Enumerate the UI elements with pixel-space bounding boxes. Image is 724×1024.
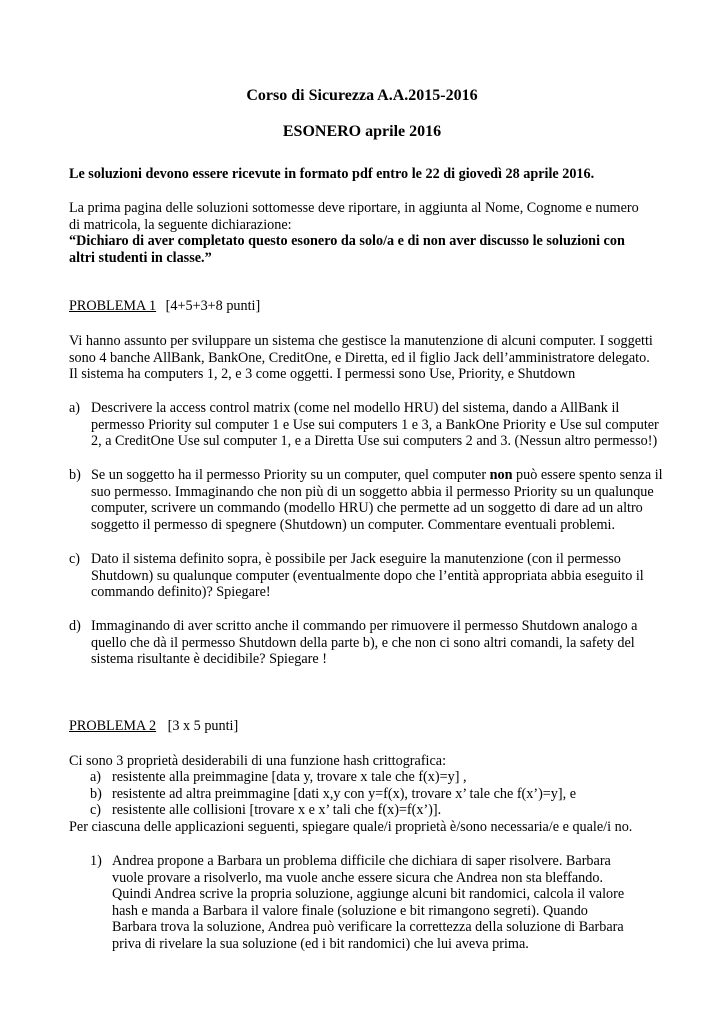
first-page-line: La prima pagina delle soluzioni sottomesse deve riportare, in aggiunta al Nome, Cognome e numero <box>69 200 639 216</box>
item-text <box>91 400 691 450</box>
property-text: resistente alla preimmagine [data y, trovare x tale che f(x)=y] , <box>112 769 467 785</box>
item-text-part: può essere spento senza il <box>512 467 663 483</box>
item-line: computer, scrivere un commando (modello HRU) che permette ad un soggetto di dare ad un altro <box>91 500 643 517</box>
problem2-question: Per ciascuna delle applicazioni seguenti, spiegare quale/i proprietà è/sono necessaria/e e quale/i no. <box>69 819 633 835</box>
emphasis-text: non <box>489 467 513 483</box>
property-text: resistente ad altra preimmagine [dati x,y con y=f(x), trovare x’ tale che f(x’)=y], e <box>112 786 577 802</box>
declaration-line: “Dichiaro di aver completato questo esonero da solo/a e di non aver discusso le soluzioni con <box>69 233 625 250</box>
property-label: b) <box>90 786 102 802</box>
item-line: Dato il sistema definito sopra, è possibile per Jack eseguire la manutenzione (con il permesso <box>91 551 621 567</box>
problem1-points: [4+5+3+8 punti] <box>165 298 261 314</box>
problem1-intro-line: sono 4 banche AllBank, BankOne, CreditOne, e Diretta, ed il figlio Jack dell’amministratore delegato. <box>69 349 650 366</box>
item-label: c) <box>69 551 81 567</box>
item-line <box>91 467 691 484</box>
deadline-notice: Le soluzioni devono essere ricevute in formato pdf entro le 22 di giovedì 28 aprile 2016. <box>69 166 595 182</box>
application-text <box>112 853 672 953</box>
item-text <box>91 551 691 601</box>
application-line: vuole provare a risolverlo, ma vuole anche essere sicura che Andrea non sta bleffando. <box>112 869 603 886</box>
item-text <box>91 467 691 533</box>
item-line: 2, a CreditOne Use sul computer 1, e a Diretta Use sui computers 2 and 3. (Nessun altro permesso!) <box>91 433 658 450</box>
problem1-intro-line: Vi hanno assunto per sviluppare un sistema che gestisce la manutenzione di alcuni computer. I soggetti <box>69 333 653 349</box>
application-line: Barbara trova la soluzione, Andrea può verificare la correttezza della soluzione di Barbara <box>112 919 624 936</box>
problem1-intro <box>69 333 689 383</box>
property-label: a) <box>90 769 102 785</box>
problem1-heading <box>69 298 689 315</box>
application-label: 1) <box>90 853 102 869</box>
property-label: c) <box>90 802 102 818</box>
application-line: hash e manda a Barbara il valore finale (soluzione e bit rimangono segreti). Quando <box>112 902 588 919</box>
item-line: Descrivere la access control matrix (come nel modello HRU) del sistema, dando a AllBank il <box>91 400 620 416</box>
item-line: Shutdown) su qualunque computer (eventualmente dopo che l’entità appropriata abbia eseguito il <box>91 567 644 584</box>
problem2-points: [3 x 5 punti] <box>167 718 239 734</box>
problem1-intro-line: Il sistema ha computers 1, 2, e 3 come oggetti. I permessi sono Use, Priority, e Shutdown <box>69 366 576 383</box>
exam-title: ESONERO aprile 2016 <box>282 123 442 140</box>
problem2-intro: Ci sono 3 proprietà desiderabili di una funzione hash crittografica: <box>69 753 447 769</box>
item-line: commando definito)? Spiegare! <box>91 584 271 601</box>
item-line: sistema risultante è decidibile? Spiegare ! <box>91 651 327 668</box>
property-text: resistente alle collisioni [trovare x e x’ tali che f(x)=f(x’)]. <box>112 802 442 818</box>
item-line: quello che dà il permesso Shutdown della parte b), e che non ci sono altri comandi, la safety del <box>91 634 635 651</box>
course-title: Corso di Sicurezza A.A.2015-2016 <box>246 87 478 104</box>
item-line: soggetto il permesso di spegnere (Shutdown) un computer. Commentare eventuali problemi. <box>91 516 616 533</box>
item-line: suo permesso. Immaginando che non più di un soggetto abbia il permesso Priority su un qualunque <box>91 483 654 500</box>
item-line: Immaginando di aver scritto anche il commando per rimuovere il permesso Shutdown analogo a <box>91 618 638 634</box>
application-line: Quindi Andrea scrive la propria soluzione, aggiunge alcuni bit randomici, calcola il valore <box>112 886 625 903</box>
declaration-line: altri studenti in classe.” <box>69 249 212 266</box>
item-label: b) <box>69 467 81 483</box>
item-text <box>91 618 691 668</box>
item-line: permesso Priority sul computer 1 e Use sui computers 1 e 3, a BankOne Priority e Use sul computer <box>91 416 659 433</box>
application-line: Andrea propone a Barbara un problema difficile che dichiara di saper risolvere. Barbara <box>112 853 611 869</box>
problem2-title: PROBLEMA 2 <box>69 718 157 734</box>
item-label: d) <box>69 618 81 634</box>
item-text-part: Se un soggetto ha il permesso Priority su un computer, quel computer <box>91 467 490 483</box>
first-page-requirement <box>69 200 689 266</box>
first-page-line: di matricola, la seguente dichiarazione: <box>69 216 292 233</box>
problem1-title: PROBLEMA 1 <box>69 298 157 314</box>
item-label: a) <box>69 400 81 416</box>
problem2-heading <box>69 718 689 735</box>
application-line: priva di rivelare la sua soluzione (ed i bit randomici) che lui aveva prima. <box>112 935 529 952</box>
